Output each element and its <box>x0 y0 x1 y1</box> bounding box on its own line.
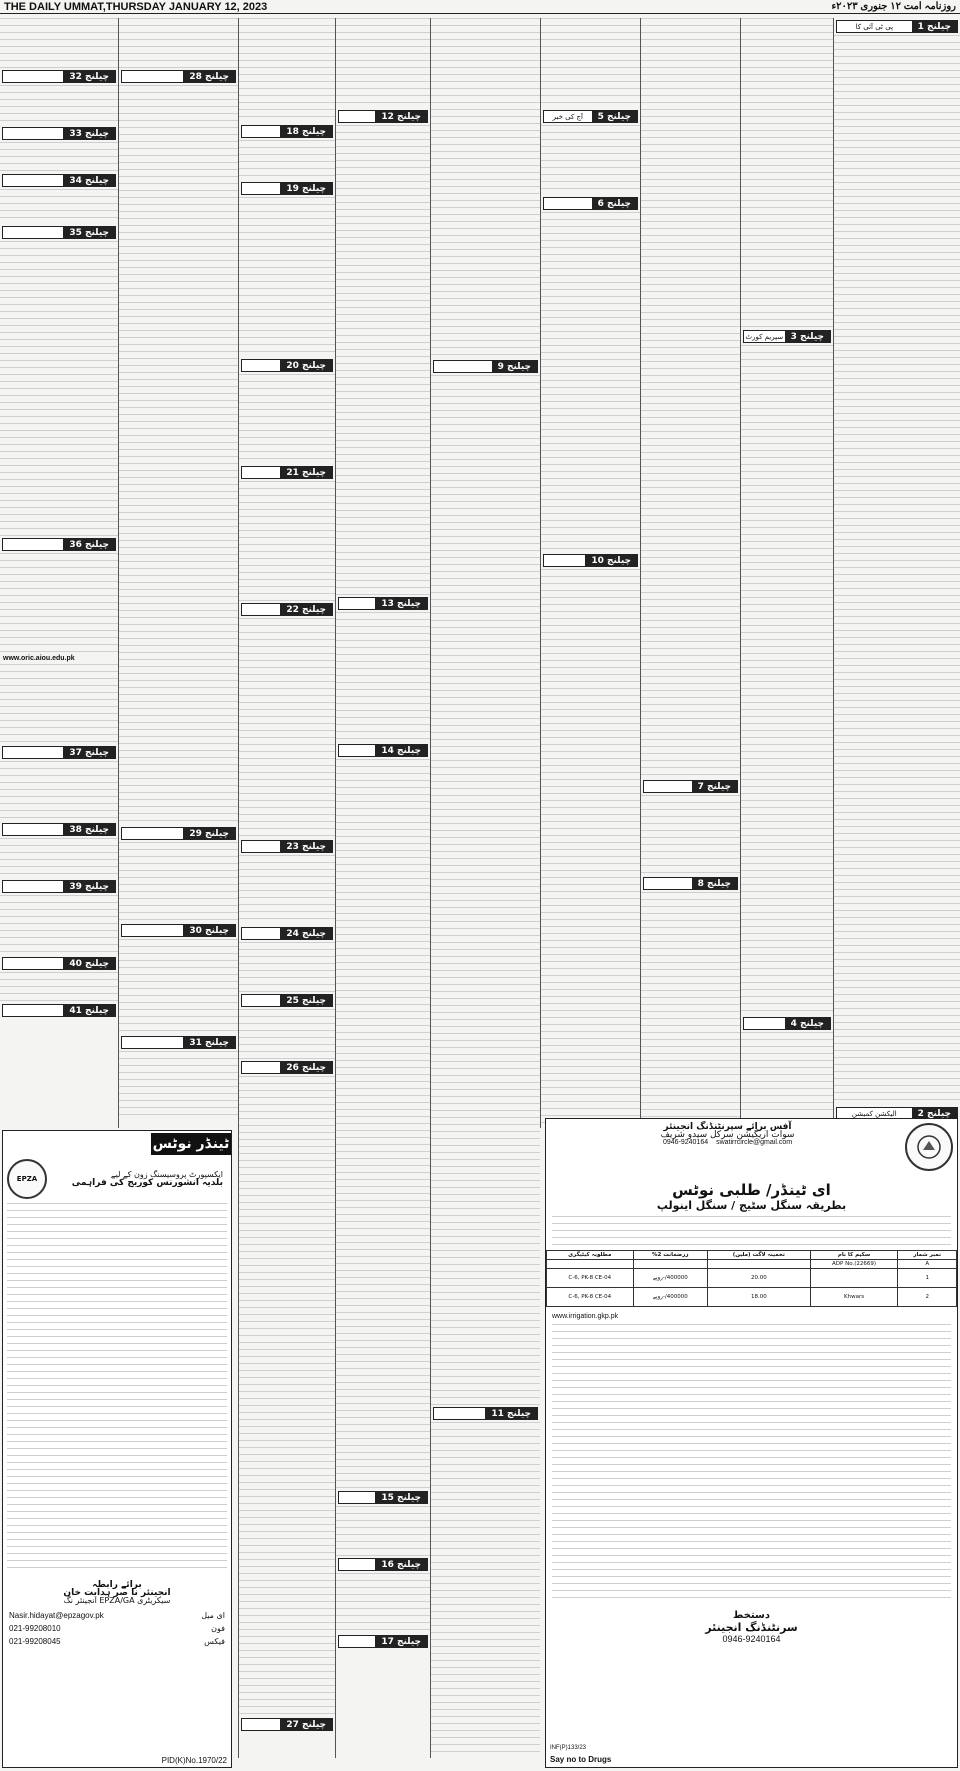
article-body <box>0 972 118 1002</box>
headline-number: چیلنج 28 <box>183 71 235 82</box>
masthead <box>0 0 960 14</box>
article-body <box>336 18 430 108</box>
table-row <box>547 1269 957 1288</box>
inf-number: INF(P)133/23 <box>550 1745 587 1751</box>
emblem-icon <box>916 1134 942 1160</box>
headline-10 <box>543 554 638 567</box>
contact-email[interactable]: Nasir.hidayat@epzagov.pk <box>9 1611 104 1620</box>
headline-number: چیلنج 27 <box>280 1719 332 1730</box>
article-body <box>834 35 960 1105</box>
headline-24 <box>241 927 333 940</box>
col-category: مطلوبہ کیٹیگری <box>547 1251 634 1260</box>
headline-26 <box>241 1061 333 1074</box>
headline-38 <box>2 823 116 836</box>
aiou-url[interactable]: www.oric.aiou.edu.pk <box>3 655 75 662</box>
article-body <box>0 838 118 878</box>
headline-14 <box>338 744 428 757</box>
headline-number: چیلنج 36 <box>63 539 115 550</box>
headline-number: چیلنج 20 <box>280 360 332 371</box>
column-5 <box>430 18 540 1758</box>
tender-table <box>546 1250 957 1307</box>
article-body <box>0 85 118 125</box>
article-body <box>0 895 118 955</box>
article-body <box>0 241 118 536</box>
article-body <box>541 212 640 552</box>
article-body <box>119 1051 238 1121</box>
tender-table-header <box>547 1251 957 1260</box>
table-row <box>547 1288 957 1307</box>
cell-cost: 18.00 <box>708 1288 811 1307</box>
headline-number: چیلنج 3 <box>785 331 830 342</box>
headline-number: چیلنج 9 <box>492 361 537 372</box>
headline-35 <box>2 226 116 239</box>
headline-kicker: الیکشن کمیشن <box>851 1109 897 1118</box>
article-body <box>431 1422 540 1752</box>
headline-4 <box>743 1017 831 1030</box>
headline-number: چیلنج 7 <box>692 781 737 792</box>
headline-31 <box>121 1036 236 1049</box>
headline-number: چیلنج 25 <box>280 995 332 1006</box>
contact-role: سیکریٹری EPZA/GA انجینئر نگ <box>63 1596 171 1605</box>
headline-36 <box>2 538 116 551</box>
headline-30 <box>121 924 236 937</box>
tender-conditions <box>552 1324 951 1604</box>
contact-phone: 021-99208010 <box>9 1624 61 1633</box>
kp-govt-logo-icon <box>905 1123 953 1171</box>
article-body <box>119 85 238 825</box>
article-body <box>119 18 238 68</box>
headline-number: چیلنج 33 <box>63 128 115 139</box>
headline-number: چیلنج 21 <box>280 467 332 478</box>
cell-security: 400000/-روپے <box>633 1288 707 1307</box>
article-body <box>239 1076 335 1716</box>
cell-security <box>633 1260 707 1269</box>
article-body <box>239 197 335 357</box>
headline-number: چیلنج 29 <box>183 828 235 839</box>
headline-39 <box>2 880 116 893</box>
cell-cost: 20.00 <box>708 1269 811 1288</box>
column-8 <box>118 18 238 1128</box>
headline-number: چیلنج 4 <box>785 1018 830 1029</box>
headline-number: چیلنج 18 <box>280 126 332 137</box>
article-body <box>239 18 335 123</box>
epza-logo-icon <box>7 1159 47 1199</box>
article-body <box>119 939 238 1034</box>
headline-37 <box>2 746 116 759</box>
cell-sr: 1 <box>898 1269 957 1288</box>
headline-number: چیلنج 12 <box>375 111 427 122</box>
headline-kicker: آج کی خبر <box>552 112 583 121</box>
article-body <box>0 18 118 68</box>
masthead-date-urdu: روزنامہ امت ۱۲ جنوری ۲۰۲۳ء <box>831 1 956 12</box>
article-body <box>741 345 833 1015</box>
article-body <box>541 125 640 195</box>
headline-number: چیلنج 24 <box>280 928 332 939</box>
headline-number: چیلنج 34 <box>63 175 115 186</box>
irrigation-site[interactable]: www.irrigation.gkp.pk <box>552 1313 619 1320</box>
office-email[interactable]: swatirrcircle@gmail.com <box>716 1139 793 1146</box>
article-body <box>239 618 335 838</box>
tender-intro <box>552 1216 951 1246</box>
headline-18 <box>241 125 333 138</box>
cell-category <box>547 1260 634 1269</box>
article-body <box>641 795 740 875</box>
headline-number: چیلنج 14 <box>375 745 427 756</box>
headline-3 <box>743 330 831 343</box>
headline-5 <box>543 110 638 123</box>
cell-scheme: Khwars <box>810 1288 898 1307</box>
office-phone: 0946-9240164 <box>662 1139 709 1146</box>
article-body <box>336 125 430 595</box>
article-body <box>541 18 640 108</box>
headline-34 <box>2 174 116 187</box>
pid-number: PID(K)No.1970/22 <box>161 1756 227 1765</box>
article-body <box>239 481 335 601</box>
headline-number: چیلنج 2 <box>912 1108 957 1119</box>
cell-security: 400000/-روپے <box>633 1269 707 1288</box>
article-body <box>239 855 335 925</box>
headline-kicker: پی ٹی آئی کا <box>855 22 894 31</box>
contact-heading: برائے رابطہ <box>92 1580 142 1590</box>
article-body <box>641 18 740 778</box>
headline-number: چیلنج 26 <box>280 1062 332 1073</box>
headline-32 <box>2 70 116 83</box>
sign-phone: 0946-9240164 <box>722 1634 781 1644</box>
email-label: ای میل <box>201 1611 225 1620</box>
office-sub: سوات اریگیشن سرکل سیدو شریف <box>660 1130 795 1140</box>
headline-29 <box>121 827 236 840</box>
headline-number: چیلنج 38 <box>63 824 115 835</box>
contact-fax: 021-99208045 <box>9 1637 61 1646</box>
article-body <box>741 18 833 328</box>
headline-8 <box>643 877 738 890</box>
headline-number: چیلنج 40 <box>63 958 115 969</box>
headline-number: چیلنج 39 <box>63 881 115 892</box>
column-6 <box>335 18 430 1758</box>
col-sr: نمبر شمار <box>898 1251 957 1260</box>
headline-20 <box>241 359 333 372</box>
article-body <box>431 375 540 1405</box>
headline-number: چیلنج 6 <box>592 198 637 209</box>
tender-main-title: ای ٹینڈر/ طلبی نوٹس <box>672 1181 831 1199</box>
headline-15 <box>338 1491 428 1504</box>
cell-cost <box>708 1260 811 1269</box>
article-body <box>641 892 740 1122</box>
tender-body <box>7 1203 227 1573</box>
col-scheme: سکیم کا نام <box>810 1251 898 1260</box>
headline-number: چیلنج 41 <box>63 1005 115 1016</box>
headline-41 <box>2 1004 116 1017</box>
headline-9 <box>433 360 538 373</box>
headline-number: چیلنج 30 <box>183 925 235 936</box>
tender-org-line2: بلدیہ انشورنس کوریج کی فراہمی <box>71 1178 223 1188</box>
contact-name: انجینئر نا صر ہدایت خان <box>63 1588 171 1598</box>
headline-25 <box>241 994 333 1007</box>
headline-28 <box>121 70 236 83</box>
headline-21 <box>241 466 333 479</box>
headline-number: چیلنج 32 <box>63 71 115 82</box>
headline-19 <box>241 182 333 195</box>
headline-13 <box>338 597 428 610</box>
cell-sr: 2 <box>898 1288 957 1307</box>
cell-category: C-6, PK-8 CE-04 <box>547 1288 634 1307</box>
headline-number: چیلنج 37 <box>63 747 115 758</box>
headline-23 <box>241 840 333 853</box>
headline-17 <box>338 1635 428 1648</box>
article-body <box>541 569 640 1128</box>
column-7 <box>238 18 335 1758</box>
headline-33 <box>2 127 116 140</box>
article-body <box>0 761 118 821</box>
headline-16 <box>338 1558 428 1571</box>
article-body <box>0 142 118 172</box>
headline-number: چیلنج 5 <box>592 111 637 122</box>
column-1 <box>833 18 960 1128</box>
headline-number: چیلنج 31 <box>183 1037 235 1048</box>
tender-notice-epza <box>2 1130 232 1768</box>
article-body <box>741 1032 833 1112</box>
cell-sr: A <box>898 1260 957 1269</box>
headline-number: چیلنج 16 <box>375 1559 427 1570</box>
tender-org-line1: ایکسپورٹ پروسیسنگ زون کے لیے <box>110 1170 223 1179</box>
column-4 <box>540 18 640 1128</box>
logo-text: EPZA <box>16 1175 38 1183</box>
tender-title: ٹینڈر نوٹس <box>151 1133 231 1155</box>
headline-11 <box>433 1407 538 1420</box>
article-body <box>239 374 335 464</box>
phone-label: فون <box>211 1624 225 1633</box>
headline-kicker: سپریم کورٹ <box>745 332 784 341</box>
tender-subtitle: بطریقہ سنگل سٹیج / سنگل اینولپ <box>656 1199 847 1212</box>
column-2 <box>740 18 833 1128</box>
article-body <box>336 1506 430 1556</box>
headline-number: چیلنج 22 <box>280 604 332 615</box>
article-body <box>119 842 238 922</box>
office-name: آفس برائے سپرنٹنڈنگ انجینئر <box>663 1122 792 1132</box>
headline-27 <box>241 1718 333 1731</box>
tender-notice-irrigation <box>545 1118 958 1768</box>
article-body <box>336 1573 430 1633</box>
column-3 <box>640 18 740 1128</box>
headline-12 <box>338 110 428 123</box>
fax-label: فیکس <box>204 1637 225 1646</box>
article-body <box>336 759 430 1489</box>
headline-number: چیلنج 10 <box>585 555 637 566</box>
headline-number: چیلنج 15 <box>375 1492 427 1503</box>
say-no-to-drugs: Say no to Drugs <box>550 1755 612 1764</box>
headline-number: چیلنج 8 <box>692 878 737 889</box>
sign-label: دستخط <box>733 1610 770 1621</box>
headline-number: چیلنج 19 <box>280 183 332 194</box>
cell-category: C-6, PK-8 CE-04 <box>547 1269 634 1288</box>
headline-7 <box>643 780 738 793</box>
article-body <box>0 553 118 653</box>
article-body <box>431 18 540 358</box>
column-9 <box>0 18 118 1128</box>
headline-number: چیلنج 23 <box>280 841 332 852</box>
headline-number: چیلنج 35 <box>63 227 115 238</box>
headline-number: چیلنج 13 <box>375 598 427 609</box>
headline-1 <box>836 20 958 33</box>
article-body <box>239 942 335 992</box>
headline-number: چیلنج 17 <box>375 1636 427 1647</box>
headline-number: چیلنج 1 <box>912 21 957 32</box>
article-body <box>336 612 430 742</box>
headline-22 <box>241 603 333 616</box>
article-body <box>239 1009 335 1059</box>
article-body <box>239 140 335 180</box>
masthead-date-english: THE DAILY UMMAT,THURSDAY JANUARY 12, 2023 <box>4 0 268 13</box>
article-body <box>0 664 118 744</box>
cell-scheme <box>810 1269 898 1288</box>
headline-40 <box>2 957 116 970</box>
headline-number: چیلنج 11 <box>485 1408 537 1419</box>
article-body <box>0 189 118 224</box>
sign-title: سرنٹنڈنگ انجینئر <box>705 1621 798 1634</box>
cell-scheme: ADP No.(22669) <box>810 1260 898 1269</box>
col-cost: تخمینہ لاگت (ملین) <box>708 1251 811 1260</box>
table-row <box>547 1260 957 1269</box>
headline-6 <box>543 197 638 210</box>
col-security: زرضمانت 2% <box>633 1251 707 1260</box>
